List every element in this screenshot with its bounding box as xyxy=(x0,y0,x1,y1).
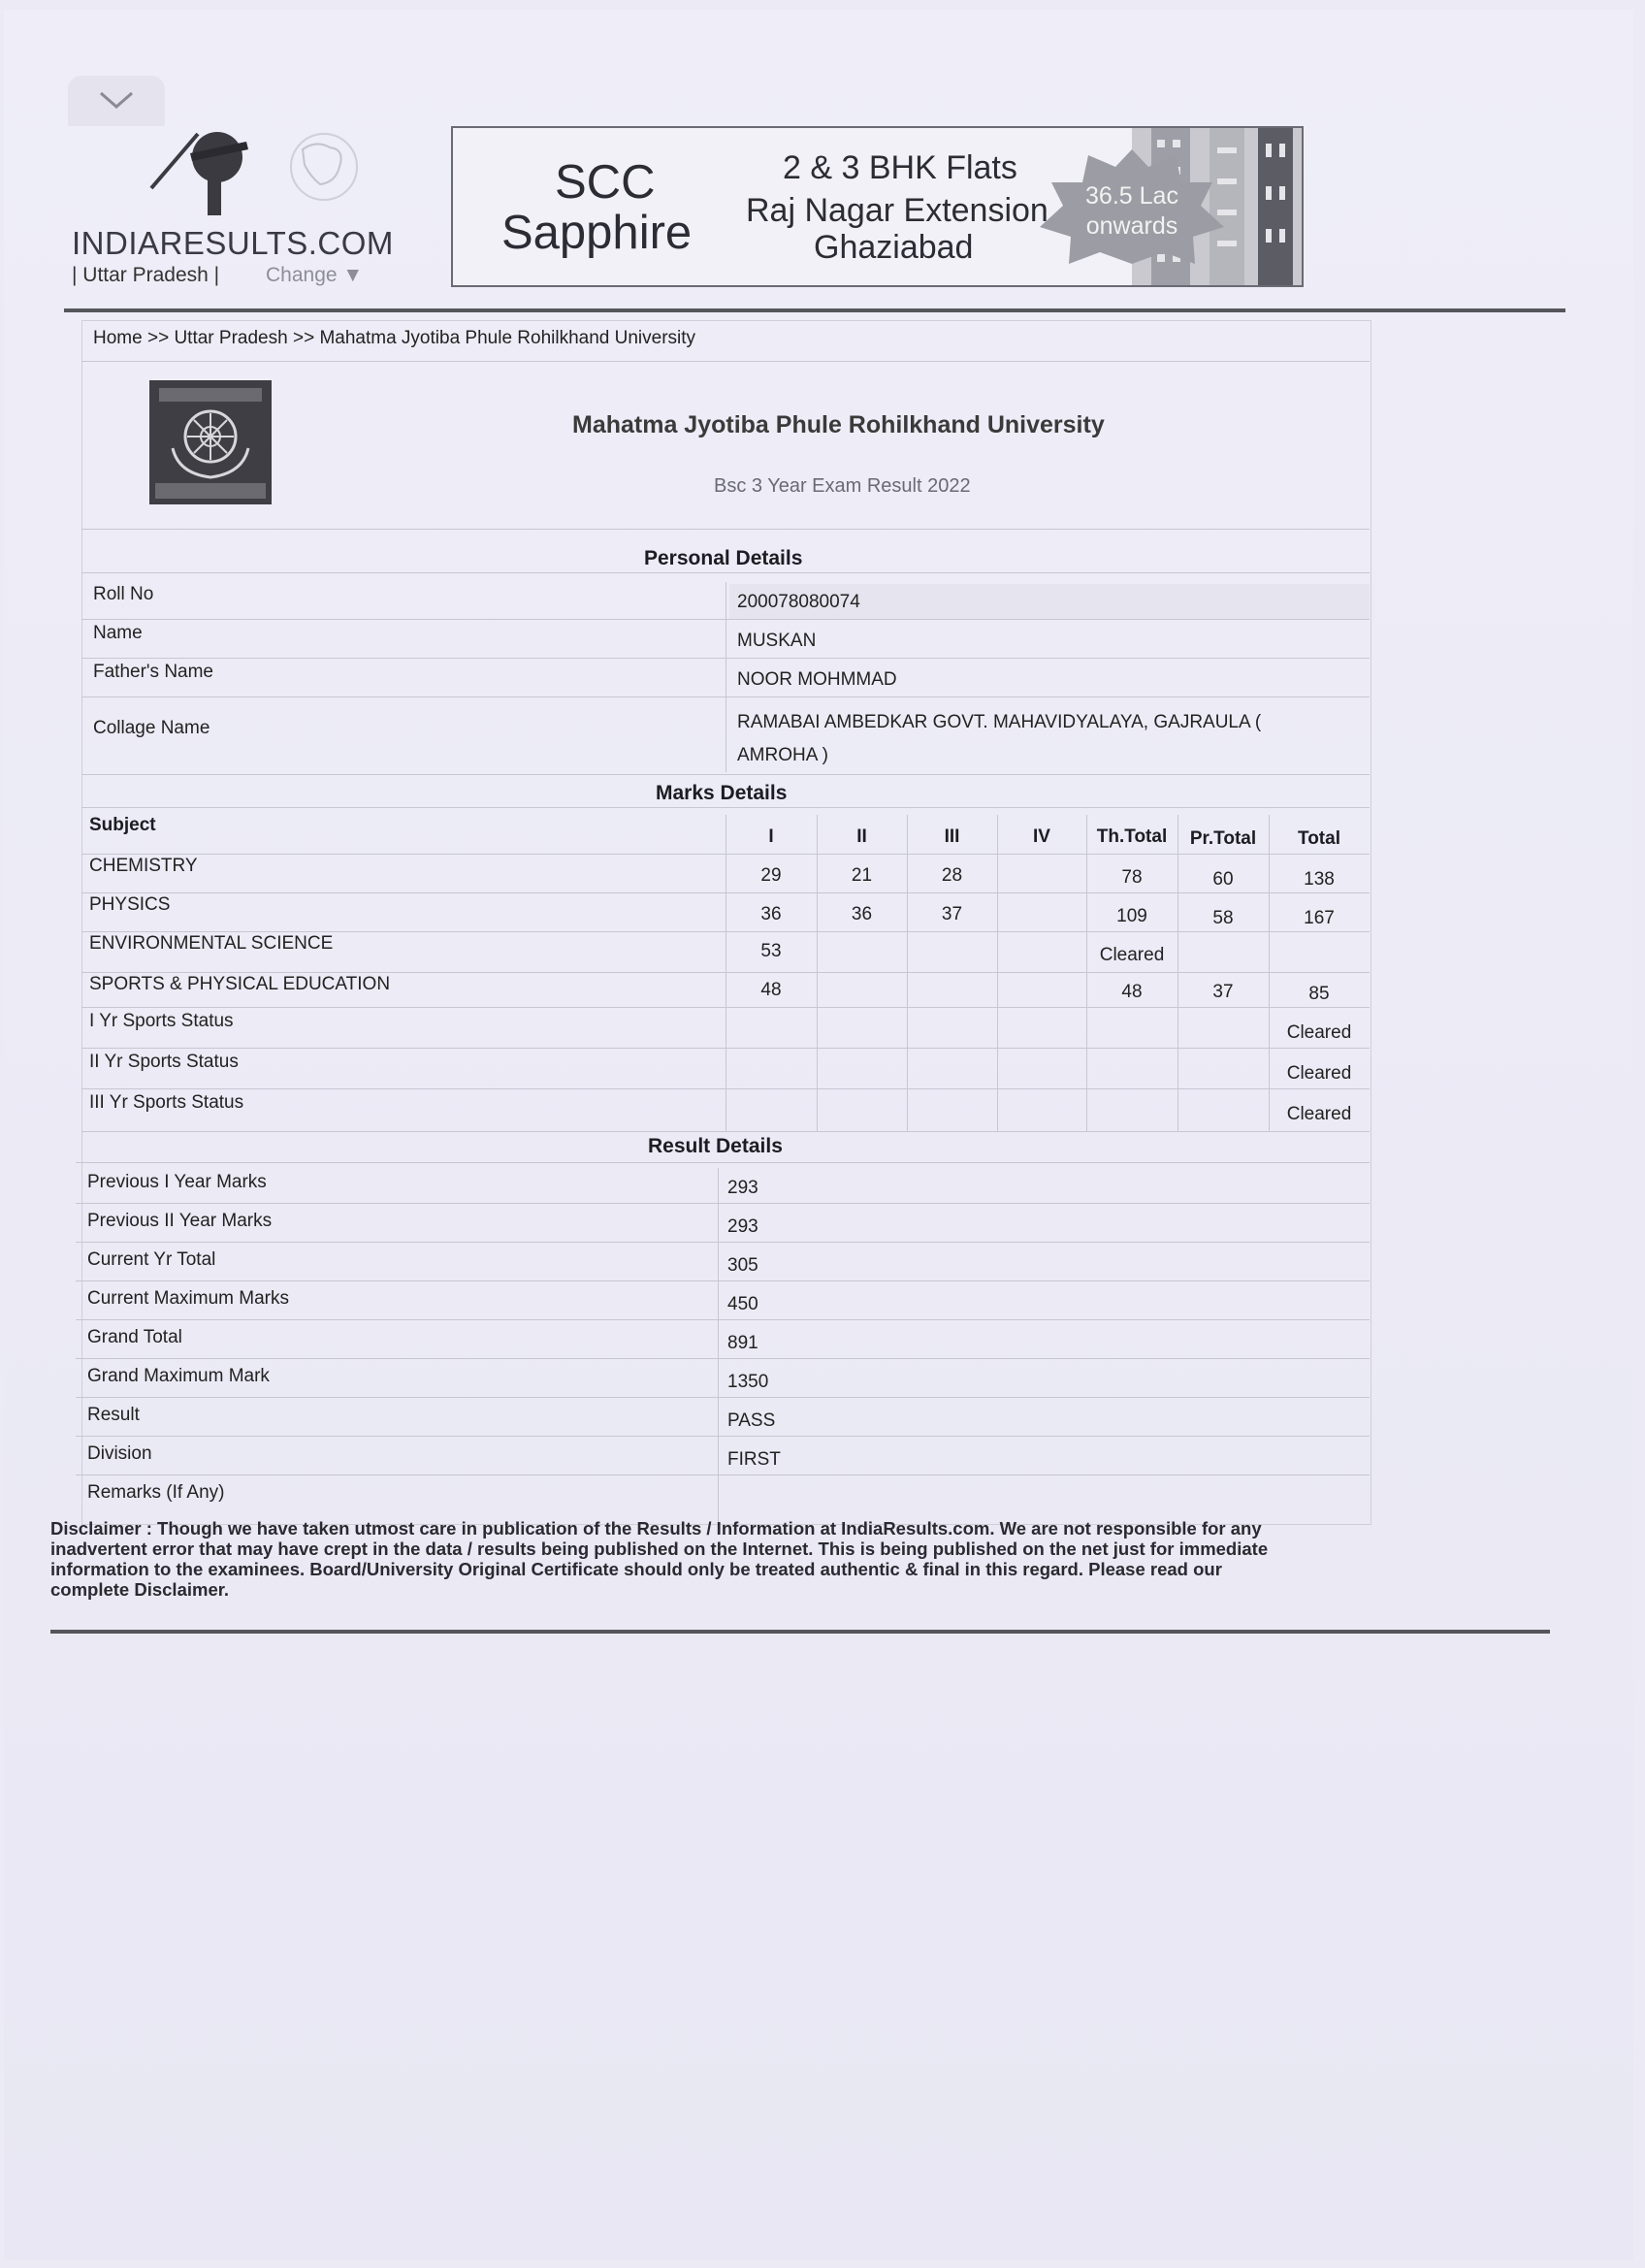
graduate-logo-icon xyxy=(72,128,392,225)
breadcrumb-state[interactable]: Uttar Pradesh xyxy=(174,328,288,348)
pr-total-cell: 60 xyxy=(1212,869,1234,890)
advertisement-banner[interactable] xyxy=(451,126,1304,287)
header-divider xyxy=(64,308,1565,312)
dropdown-toggle[interactable] xyxy=(68,76,165,126)
result-value: 305 xyxy=(727,1255,758,1276)
fathers-name-value: NOOR MOHMMAD xyxy=(737,669,897,690)
pr-total-cell: 37 xyxy=(1212,982,1234,1002)
th-total-cell: 78 xyxy=(1121,867,1143,888)
breadcrumb-home[interactable]: Home xyxy=(93,328,143,348)
price-badge xyxy=(1040,149,1224,264)
breadcrumb-separator: >> xyxy=(292,328,315,348)
disclaimer-line: Disclaimer : Though we have taken utmost care in publication of the Results / Information at IndiaResults.com. We are not responsible for any xyxy=(50,1518,1262,1539)
result-label: Previous II Year Marks xyxy=(87,1211,273,1231)
marks-header-4: IV xyxy=(1033,826,1050,847)
fathers-name-label: Father's Name xyxy=(93,662,214,682)
marks-header-3: III xyxy=(944,826,960,847)
marks-cell: 37 xyxy=(941,904,963,924)
subject-name: CHEMISTRY xyxy=(89,856,198,876)
site-logo[interactable] xyxy=(72,128,392,293)
result-label: Remarks (If Any) xyxy=(87,1482,225,1503)
marks-header-subject: Subject xyxy=(89,815,156,835)
name-value: MUSKAN xyxy=(737,631,817,651)
marks-cell: 36 xyxy=(851,904,873,924)
breadcrumb-university[interactable]: Mahatma Jyotiba Phule Rohilkhand University xyxy=(319,328,696,348)
college-name-value-cont: AMROHA ) xyxy=(737,745,828,765)
total-cell: 85 xyxy=(1308,984,1330,1004)
result-value: 1350 xyxy=(727,1372,769,1392)
ad-city: Ghaziabad xyxy=(814,229,974,266)
marks-cell: 53 xyxy=(760,941,782,961)
change-state-link[interactable]: Change ▼ xyxy=(266,264,364,286)
result-value: 293 xyxy=(727,1178,758,1198)
th-total-cell: 109 xyxy=(1116,906,1147,926)
subject-name: I Yr Sports Status xyxy=(89,1011,234,1031)
breadcrumb xyxy=(93,328,695,349)
footer-divider xyxy=(50,1630,1550,1634)
marks-cell: 28 xyxy=(941,865,963,886)
subject-name: ENVIRONMENTAL SCIENCE xyxy=(89,933,334,954)
marks-cell: 29 xyxy=(760,865,782,886)
divider xyxy=(81,572,1370,573)
personal-details-title: Personal Details xyxy=(644,547,803,569)
marks-details-title: Marks Details xyxy=(656,782,788,804)
chevron-down-icon xyxy=(97,89,136,111)
badge-price: 36.5 Lac xyxy=(1085,182,1178,210)
result-status: PASS xyxy=(727,1410,776,1431)
badge-suffix: onwards xyxy=(1085,212,1178,240)
total-cell: Cleared xyxy=(1286,1104,1352,1124)
total-cell: 138 xyxy=(1304,869,1335,890)
result-value: 891 xyxy=(727,1333,758,1353)
pr-total-cell: 58 xyxy=(1212,908,1234,928)
total-cell: 167 xyxy=(1304,908,1335,928)
marks-cell: 21 xyxy=(851,865,873,886)
total-cell: Cleared xyxy=(1286,1022,1352,1043)
college-name-value: RAMABAI AMBEDKAR GOVT. MAHAVIDYALAYA, GAJRAULA ( xyxy=(737,712,1262,732)
result-value: 450 xyxy=(727,1294,758,1314)
th-total-cell: Cleared xyxy=(1099,945,1165,965)
name-label: Name xyxy=(93,623,143,643)
result-details-title: Result Details xyxy=(648,1135,783,1157)
subject-name: SPORTS & PHYSICAL EDUCATION xyxy=(89,974,391,994)
marks-header-th-total: Th.Total xyxy=(1096,826,1168,847)
roll-no-label: Roll No xyxy=(93,584,154,604)
disclaimer-line: information to the examinees. Board/University Original Certificate should only be treated authentic & final in this regard. Please read our xyxy=(50,1559,1222,1579)
subject-name: III Yr Sports Status xyxy=(89,1092,244,1113)
marks-header-2: II xyxy=(856,826,867,847)
marks-header-1: I xyxy=(768,826,774,847)
exam-title: Bsc 3 Year Exam Result 2022 xyxy=(714,475,971,497)
ad-headline: 2 & 3 BHK Flats xyxy=(783,149,1017,186)
ad-location-line: Raj Nagar Extension, xyxy=(746,192,1058,229)
th-total-cell: 48 xyxy=(1121,982,1143,1002)
breadcrumb-separator: >> xyxy=(146,328,170,348)
disclaimer-link[interactable]: complete Disclaimer. xyxy=(50,1579,230,1600)
disclaimer-line: inadvertent error that may have crept in the data / results being published on the Internet. This is being published on the net just for immediate xyxy=(50,1539,1269,1559)
result-label: Grand Maximum Mark xyxy=(87,1366,270,1386)
divider xyxy=(81,529,1370,530)
result-label: Division xyxy=(87,1443,152,1464)
site-name: INDIARESULTS.COM xyxy=(72,225,394,261)
college-name-label: Collage Name xyxy=(93,718,210,738)
marks-cell: 48 xyxy=(760,980,782,1000)
marks-header-total: Total xyxy=(1298,828,1340,849)
marks-cell: 36 xyxy=(760,904,782,924)
subject-name: II Yr Sports Status xyxy=(89,1052,239,1072)
result-label: Result xyxy=(87,1405,140,1425)
marks-header-pr-total: Pr.Total xyxy=(1189,828,1257,849)
subject-name: PHYSICS xyxy=(89,894,171,915)
result-label: Grand Total xyxy=(87,1327,182,1347)
total-cell: Cleared xyxy=(1286,1063,1352,1084)
divider xyxy=(81,361,1370,362)
university-emblem-icon xyxy=(149,380,272,504)
division-value: FIRST xyxy=(727,1449,781,1470)
roll-no-value: 200078080074 xyxy=(737,592,860,612)
result-label: Current Maximum Marks xyxy=(87,1288,289,1309)
ad-brand-line1: SCC xyxy=(555,156,656,209)
disclaimer xyxy=(50,1518,1379,1600)
result-label: Current Yr Total xyxy=(87,1249,216,1270)
result-value: 293 xyxy=(727,1216,758,1237)
ad-brand-line2: Sapphire xyxy=(501,207,693,259)
result-label: Previous I Year Marks xyxy=(87,1172,267,1192)
university-name: Mahatma Jyotiba Phule Rohilkhand University xyxy=(572,411,1105,438)
state-label: | Uttar Pradesh | xyxy=(72,264,220,286)
